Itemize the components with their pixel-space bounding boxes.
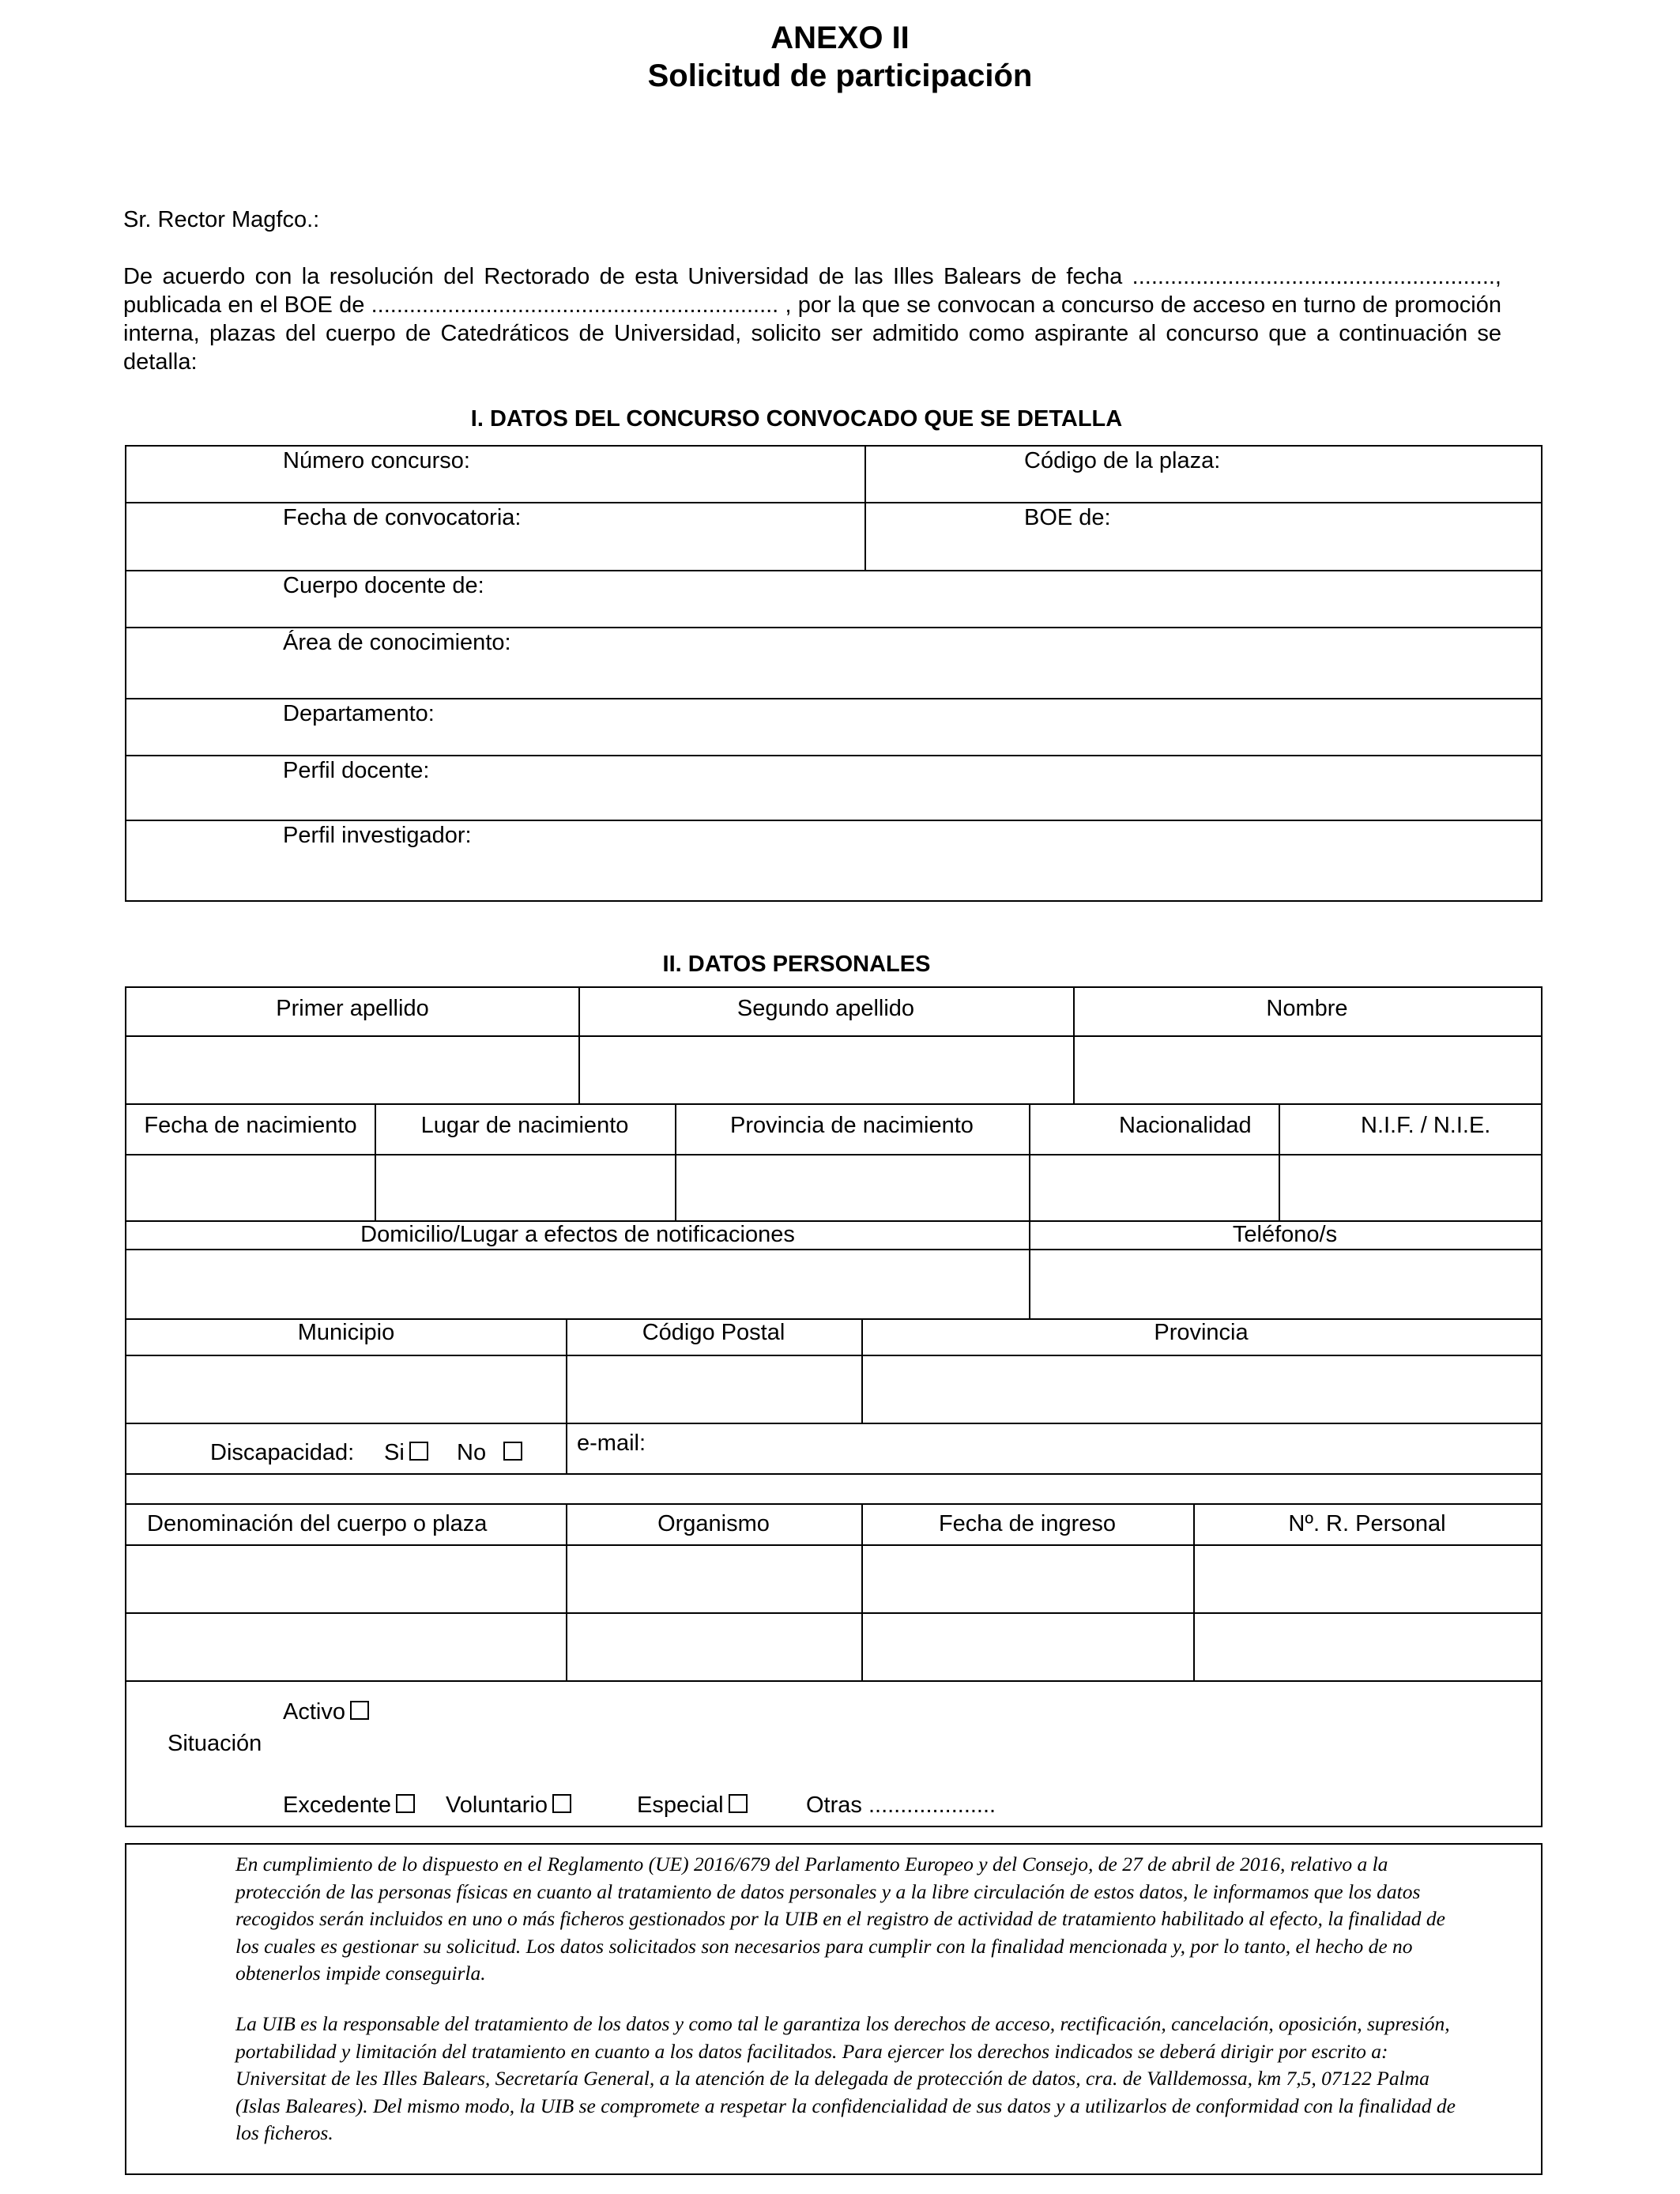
codigo-postal-field[interactable] [567,1356,861,1423]
nacionalidad-field[interactable] [1030,1155,1279,1220]
municipio-header: Municipio [297,1320,395,1345]
fecha-ingreso-header: Fecha de ingreso [938,1511,1117,1536]
primer-apellido-header: Primer apellido [276,996,429,1021]
si-label: Si [384,1440,405,1465]
intro-paragraph: De acuerdo con la resolución del Rectorado de esta Universidad de las Illes Balears de fecha ........................................................., publicada en el BOE de ................................................................ , por la que se convocan a concurso de acceso en turno de promoción interna, plazas del cuerpo de Catedráticos de Universidad, solicito ser admitido como aspirante al concurso que a continuación se detalla: [123,264,1501,375]
segundo-apellido-field[interactable] [580,1037,1073,1103]
lugar-nacimiento-field[interactable] [376,1155,675,1220]
lugar-nacimiento-header: Lugar de nacimiento [420,1113,629,1138]
section1-title: I. DATOS DEL CONCURSO CONVOCADO QUE SE DETALLA [470,406,1123,432]
activo-label: Activo [283,1699,345,1725]
organismo-header: Organismo [657,1511,770,1536]
provincia-header: Provincia [1154,1320,1249,1345]
privacy-paragraph-1: En cumplimiento de lo dispuesto en el Reglamento (UE) 2016/679 del Parlamento Europeo y del Consejo, de 27 de abril de 2016, relativo a la protección de las personas físicas en cuanto al tratamiento de datos personales y a la libre circulación de estos datos, le informamos que los datos recogidos serán incluidos en uno o más ficheros gestionados por la UIB en el registro de actividad de tratamiento habilitado al efecto, la finalidad de los cuales es gestionar su solicitud. Los datos solicitados son necesarios para cumplir con la finalidad mencionada y, por lo tanto, el hecho de no obtenerlos impide conseguirla. [235,1853,1445,1985]
nacionalidad-header: Nacionalidad [1119,1113,1252,1138]
discapacidad-si-option[interactable] [384,1440,428,1466]
provincia-nacimiento-header: Provincia de nacimiento [730,1113,974,1138]
organismo-field[interactable] [567,1546,861,1612]
codigo-postal-header: Código Postal [642,1320,785,1345]
telefono-header: Teléfono/s [1232,1222,1338,1247]
nif-header: N.I.F. / N.I.E. [1361,1113,1491,1138]
nrp-header: Nº. R. Personal [1288,1511,1446,1536]
activo-checkbox[interactable] [350,1701,369,1720]
si-checkbox[interactable] [409,1442,428,1461]
departamento-field[interactable]: Departamento: [283,701,435,726]
codigo-plaza-field[interactable]: Código de la plaza: [1024,448,1221,473]
fecha-convocatoria-field[interactable]: Fecha de convocatoria: [283,505,522,530]
denominacion-header: Denominación del cuerpo o plaza [147,1511,488,1536]
document-title: Solicitud de participación [647,58,1033,93]
municipio-field[interactable] [126,1356,566,1423]
privacy-paragraph-2: La UIB es la responsable del tratamiento de los datos y como tal le garantiza los derechos de acceso, rectificación, cancelación, oposición, supresión, portabilidad y limitación del tratamiento en cuanto a los datos facilitados. Para ejercer los derechos indicados se deberá dirigir por escrito a: Universitat de les Illes Balears, Secretaría General, a la atención de la delegada de protección de datos, cra. de Valldemossa, km 7,5, 07122 Palma (Islas Baleares). Del mismo modo, la UIB se compromete a respetar la confidencialidad de sus datos y a utilizarlos de conformidad con la finalidad de los ficheros. [235,2012,1456,2144]
especial-label: Especial [637,1793,724,1818]
situacion-label: Situación [168,1731,262,1756]
contest-data-table [125,445,1543,902]
numero-concurso-field[interactable]: Número concurso: [283,448,470,473]
excedente-option[interactable] [283,1793,415,1819]
telefono-field[interactable] [1030,1250,1541,1318]
email-field[interactable]: e-mail: [577,1431,646,1456]
provincia-nacimiento-field[interactable] [676,1155,1029,1220]
nif-field[interactable] [1280,1155,1541,1220]
denominacion-field[interactable] [126,1546,566,1612]
privacy-notice-box [125,1843,1543,2175]
greeting: Sr. Rector Magfco.: [123,207,320,232]
nrp-field-2[interactable] [1195,1614,1541,1680]
fecha-nacimiento-header: Fecha de nacimiento [144,1113,357,1138]
fecha-ingreso-field-2[interactable] [863,1614,1193,1680]
nombre-field[interactable] [1075,1037,1541,1103]
nombre-header: Nombre [1266,996,1348,1021]
excedente-checkbox[interactable] [396,1794,415,1813]
domicilio-field[interactable] [126,1250,1029,1318]
activo-option[interactable] [283,1699,369,1725]
section2-title: II. DATOS PERSONALES [662,952,931,977]
fecha-nacimiento-field[interactable] [126,1155,375,1220]
discapacidad-no-option[interactable] [457,1440,522,1466]
cuerpo-docente-field[interactable]: Cuerpo docente de: [283,573,484,598]
organismo-field-2[interactable] [567,1614,861,1680]
voluntario-label: Voluntario [446,1793,548,1818]
excedente-label: Excedente [283,1793,392,1818]
boe-field[interactable]: BOE de: [1024,505,1111,530]
especial-checkbox[interactable] [729,1794,748,1813]
area-conocimiento-field[interactable]: Área de conocimiento: [283,630,511,655]
voluntario-option[interactable] [446,1793,571,1819]
otras-field[interactable]: Otras .................... [806,1793,996,1818]
perfil-investigador-field[interactable]: Perfil investigador: [283,823,472,848]
personal-data-table [125,986,1543,1827]
nrp-field[interactable] [1195,1546,1541,1612]
denominacion-field-2[interactable] [126,1614,566,1680]
domicilio-header: Domicilio/Lugar a efectos de notificaciones [360,1222,795,1247]
fecha-ingreso-field[interactable] [863,1546,1193,1612]
voluntario-checkbox[interactable] [552,1794,571,1813]
no-label: No [457,1440,487,1465]
provincia-field[interactable] [863,1356,1541,1423]
annex-title: ANEXO II [770,21,910,55]
segundo-apellido-header: Segundo apellido [736,996,915,1021]
primer-apellido-field[interactable] [126,1037,578,1103]
no-checkbox[interactable] [503,1442,522,1461]
especial-option[interactable] [637,1793,748,1819]
perfil-docente-field[interactable]: Perfil docente: [283,758,430,783]
discapacidad-label: Discapacidad: [210,1440,355,1465]
